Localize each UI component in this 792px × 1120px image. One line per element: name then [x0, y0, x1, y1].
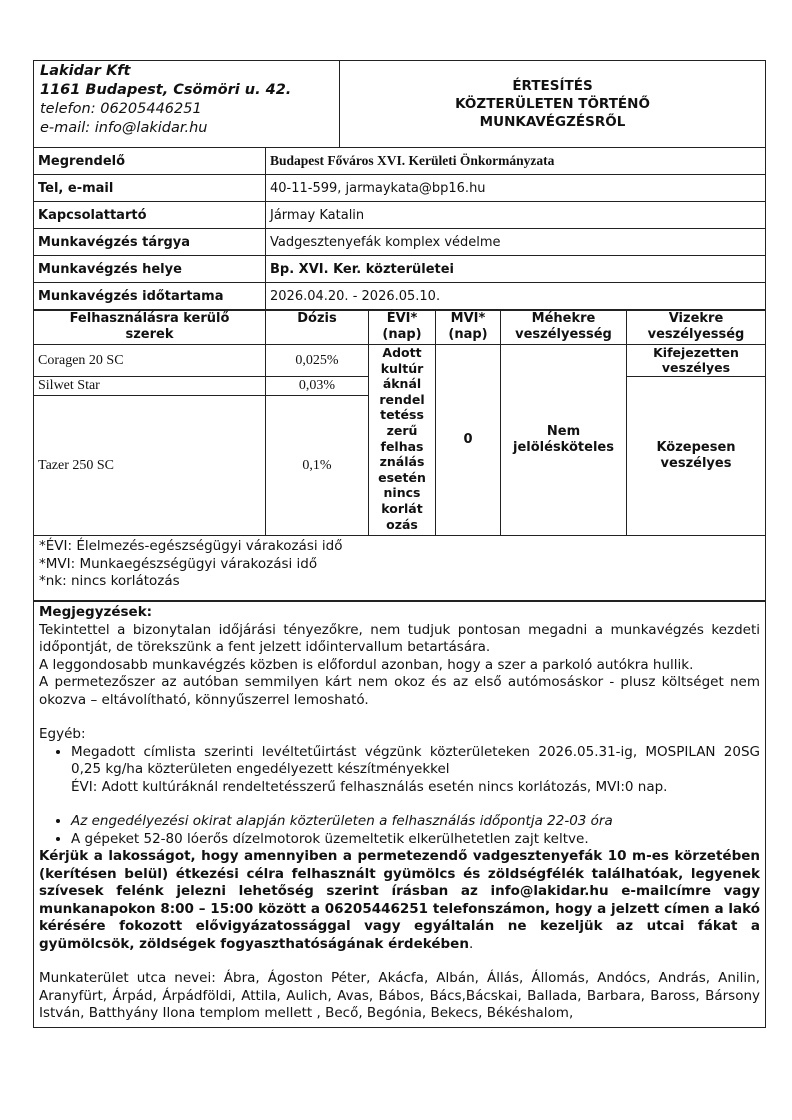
other-list-2 — [39, 813, 760, 848]
remarks-section — [33, 601, 766, 1028]
info-row-client — [34, 148, 766, 175]
remarks-title: Megjegyzések: — [39, 604, 153, 620]
company-email: e-mail: info@lakidar.hu — [40, 120, 208, 136]
info-label: Munkavégzés tárgya — [34, 229, 266, 256]
product-dose: 0,025% — [266, 345, 369, 377]
evi-value: Adott kultúr áknál rendel tetéss zerű felhas ználás esetén nincs korlát ozás — [369, 345, 436, 536]
footnote-nk: *nk: nincs korlátozás — [39, 573, 180, 589]
col-header-products: Felhasználásra kerülő szerek — [34, 311, 266, 345]
mvi-value: 0 — [436, 345, 501, 536]
product-row — [34, 345, 766, 377]
footnotes — [33, 536, 766, 601]
products-header-row — [34, 311, 766, 345]
info-value: Bp. XVI. Ker. közterületei — [266, 256, 766, 283]
footnote-mvi: *MVI: Munkaegészségügyi várakozási idő — [39, 555, 318, 572]
info-row-duration — [34, 283, 766, 310]
company-info — [34, 61, 340, 148]
remarks-paragraph: A permetezőszer az autóban semmilyen kárt nem okoz és az első autómosáskor - plusz költséget nem okozva – eltávolítható, könnyűszerrel lemosható. — [39, 674, 760, 708]
title-line-2: KÖZTERÜLETEN TÖRTÉNŐ — [455, 96, 650, 112]
info-value: 40-11-599, jarmaykata@bp16.hu — [266, 175, 766, 202]
info-value: 2026.04.20. - 2026.05.10. — [266, 283, 766, 310]
other-item: • Az engedélyezési okirat alapján közterületen a felhasználás időpontja 22-03 óra — [71, 813, 760, 831]
other-item: • Megadott címlista szerinti levéltetűirtást végzünk közterületeken 2026.05.31-ig, MOSPILAN 20SG 0,25 kg/ha közterületen engedélyezett készítményekkel ÉVI: Adott kultúráknál rendeltetésszerű felhasználás esetén nincs korlátozás, MVI:0 nap. — [71, 744, 760, 797]
header-table — [33, 60, 766, 148]
col-header-dose: Dózis — [266, 311, 369, 345]
info-label: Munkavégzés helye — [34, 256, 266, 283]
info-label: Megrendelő — [34, 148, 266, 175]
products-table — [33, 310, 766, 536]
water-hazard-top: Kifejezetten veszélyes — [627, 345, 766, 377]
info-value: Jármay Katalin — [266, 202, 766, 229]
info-value: Vadgesztenyefák komplex védelme — [266, 229, 766, 256]
product-name: Coragen 20 SC — [34, 345, 266, 377]
title-line-3: MUNKAVÉGZÉSRŐL — [479, 114, 626, 130]
info-table — [33, 148, 766, 310]
remarks-paragraph: A leggondosabb munkavégzés közben is előfordul azonban, hogy a szer a parkoló autókra hullik. — [39, 656, 694, 673]
other-list — [39, 744, 760, 797]
info-label: Tel, e-mail — [34, 175, 266, 202]
company-address: 1161 Budapest, Csömöri u. 42. — [40, 82, 292, 98]
info-row-location — [34, 256, 766, 283]
document-title — [340, 61, 766, 148]
col-header-mvi: MVI* (nap) — [436, 311, 501, 345]
info-label: Munkavégzés időtartama — [34, 283, 266, 310]
notice-document — [33, 60, 766, 1028]
remarks-paragraph: Tekintettel a bizonytalan időjárási tényezőkre, nem tudjuk pontosan megadni a munkavégzés kezdeti időpontját, de törekszünk a fent jelzett időintervallum betartására. — [39, 621, 760, 655]
company-name: Lakidar Kft — [40, 63, 131, 79]
info-row-contact-details — [34, 175, 766, 202]
col-header-water: Vizekre veszélyesség — [627, 311, 766, 345]
col-header-bees: Méhekre veszélyesség — [501, 311, 627, 345]
col-header-evi: ÉVI* (nap) — [369, 311, 436, 345]
other-item: • A gépeket 52-80 lóerős dízelmotorok üzemeltetik elkerülhetetlen zajt keltve. — [71, 831, 760, 849]
title-line-1: ÉRTESÍTÉS — [512, 78, 593, 94]
product-name: Silwet Star — [34, 377, 266, 396]
info-row-contact-person — [34, 202, 766, 229]
product-dose: 0,1% — [266, 396, 369, 536]
footnote-evi: *ÉVI: Élelmezés-egészségügyi várakozási idő — [39, 538, 343, 554]
info-label: Kapcsolattartó — [34, 202, 266, 229]
water-hazard-bottom: Közepesen veszélyes — [627, 377, 766, 536]
street-list: Munkaterület utca nevei: Ábra, Ágoston Péter, Akácfa, Albán, Állás, Állomás, Andócs, András, Anilin, Aranyfürt, Árpád, Árpádföldi, Attila, Aulich, Avas, Bábos, Bács,Bácskai, Ballada, Barbara, Baross, Bársony István, Batthyány Ilona templom mellett , Becő, Begónia, Bekecs, Békéshalom, — [39, 970, 760, 1021]
bees-hazard-value: Nem jelölésköteles — [501, 345, 627, 536]
other-label: Egyéb: — [39, 726, 86, 742]
info-value: Budapest Főváros XVI. Kerületi Önkormányzata — [266, 148, 766, 175]
product-name: Tazer 250 SC — [34, 396, 266, 536]
product-dose: 0,03% — [266, 377, 369, 396]
info-row-subject — [34, 229, 766, 256]
resident-request: Kérjük a lakosságot, hogy amennyiben a permetezendő vadgesztenyefák 10 m-es körzetében (kerítésen belül) étkezési célra felhasznált gyümölcs és zöldségfélék találhatóak, legyenek szívesek felénk jelezni lehetőség szerint írásban az info@lakidar.hu e-mailcímre vagy munkanapokon 8:00 – 15:00 között a 06205446251 telefonszámon, hogy a jelzett címen a lakó kérésére fokozott elővigyázatossággal vagy egyáltalán ne kezeljük az utcai fákat a gyümölcsök, zöldségek fogyaszthatóságának érdekében. — [39, 848, 760, 952]
company-phone: telefon: 06205446251 — [40, 101, 202, 117]
